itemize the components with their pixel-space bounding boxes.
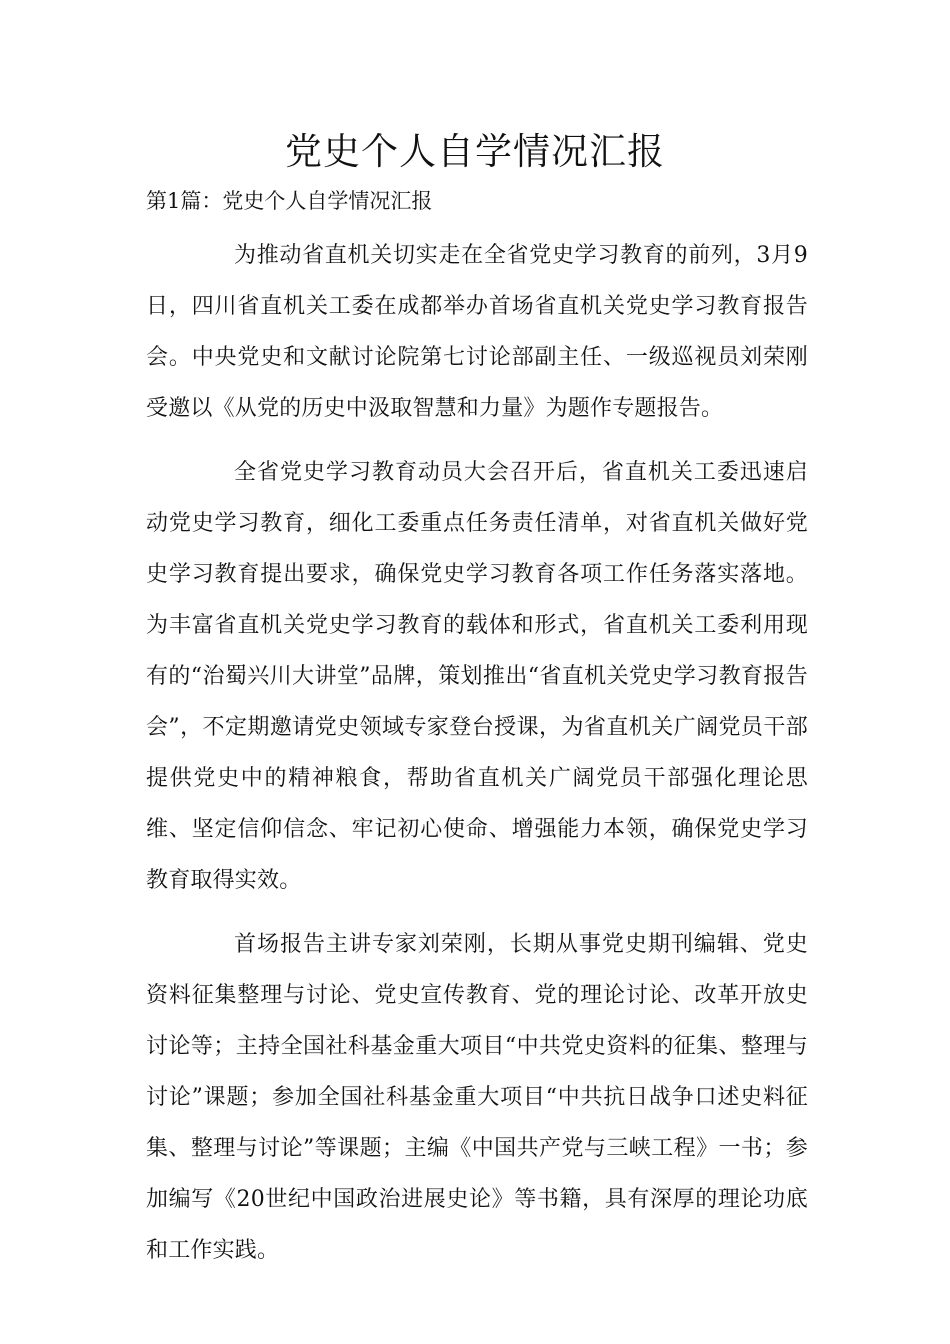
document-title: 党史个人自学情况汇报 [285,130,665,173]
paragraph-3: 首场报告主讲专家刘荣刚，长期从事党史期刊编辑、党史资料征集整理与讨论、党史宣传教育、党的理论讨论、改革开放史讨论等；主持全国社科基金重大项目“中共党史资料的征集、整理与讨论”课题；参加全国社科基金重大项目“中共抗日战争口述史料征集、整理与讨论”等课题；主编《中国共产党与三峡工程》一书；参加编写《20世纪中国政治进展史论》等书籍，具有深厚的理论功底和工作实践。 [146,932,808,1263]
paragraph-1: 为推动省直机关切实走在全省党史学习教育的前列，3月9日，四川省直机关工委在成都举办首场省直机关党史学习教育报告会。中央党史和文献讨论院第七讨论部副主任、一级巡视员刘荣刚受邀以《从党的历史中汲取智慧和力量》为题作专题报告。 [146,243,808,421]
document-body [146,230,808,1289]
paragraph-2: 全省党史学习教育动员大会召开后，省直机关工委迅速启动党史学习教育，细化工委重点任务责任清单，对省直机关做好党史学习教育提出要求，确保党史学习教育各项工作任务落实落地。为丰富省直机关党史学习教育的载体和形式，省直机关工委利用现有的“治蜀兴川大讲堂”品牌，策划推出“省直机关党史学习教育报告会”，不定期邀请党史领域专家登台授课，为省直机关广阔党员干部提供党史中的精神粮食，帮助省直机关广阔党员干部强化理论思维、坚定信仰信念、牢记初心使命、增强能力本领，确保党史学习教育取得实效。 [146,460,808,893]
document-subtitle: 第1篇：党史个人自学情况汇报 [146,189,433,213]
